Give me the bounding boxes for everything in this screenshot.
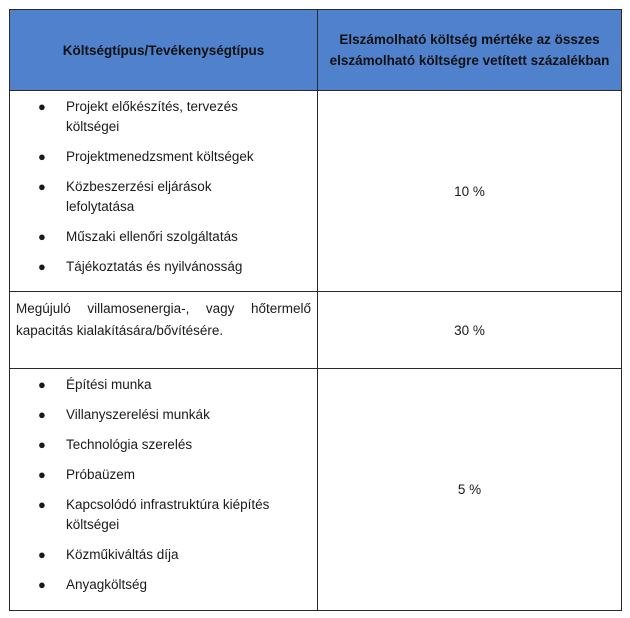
cost-table — [9, 9, 622, 611]
bullet-icon: ● — [38, 467, 46, 482]
header-row — [10, 10, 622, 91]
list-item: ● Anyagköltség — [38, 575, 288, 595]
bullet-list — [10, 369, 288, 595]
list-item: ● Műszaki ellenőri szolgáltatás — [38, 227, 268, 247]
bullet-icon: ● — [38, 149, 46, 164]
list-item: ● Kapcsolódó infrastruktúra kiépítés költségei — [38, 497, 270, 532]
list-item: ● Közbeszerzési eljárások lefolytatása — [38, 179, 212, 214]
cost-type-cell — [10, 369, 318, 611]
list-item: ● Projekt előkészítés, tervezés költségei — [38, 99, 238, 134]
list-item: ● Projektmenedzsment költségek — [38, 147, 268, 167]
bullet-icon: ● — [38, 547, 46, 562]
cost-type-cell — [10, 91, 318, 292]
bullet-icon: ● — [38, 377, 46, 392]
bullet-icon: ● — [38, 407, 46, 422]
list-item: ● Technológia szerelés — [38, 435, 288, 455]
list-item: ● Tájékoztatás és nyilvánosság — [38, 257, 268, 277]
percentage-cell: 30 % — [318, 292, 622, 369]
list-item: ● Építési munka — [38, 375, 288, 395]
percentage-cell: 10 % — [318, 91, 622, 292]
table-row — [10, 369, 622, 611]
cost-type-cell — [10, 292, 318, 369]
cost-type-text: Megújuló villamosenergia-, vagy hőtermelő kapacitás kialakítására/bővítésére. — [16, 301, 311, 338]
bullet-icon: ● — [38, 497, 46, 512]
bullet-icon: ● — [38, 179, 46, 194]
header-cost-type: Költségtípus/Tevékenységtípus — [10, 10, 318, 91]
bullet-icon: ● — [38, 259, 46, 274]
bullet-icon: ● — [38, 229, 46, 244]
bullet-icon: ● — [38, 99, 46, 114]
bullet-icon: ● — [38, 577, 46, 592]
percentage-cell: 5 % — [318, 369, 622, 611]
table-row — [10, 292, 622, 369]
header-percentage: Elszámolható költség mértéke az összes elszámolható költségre vetített százalékban — [318, 10, 622, 91]
list-item: ● Próbaüzem — [38, 465, 288, 485]
list-item: ● Közműkiváltás díja — [38, 545, 288, 565]
table-row — [10, 91, 622, 292]
bullet-icon: ● — [38, 437, 46, 452]
bullet-list — [10, 91, 268, 277]
list-item: ● Villanyszerelési munkák — [38, 405, 288, 425]
